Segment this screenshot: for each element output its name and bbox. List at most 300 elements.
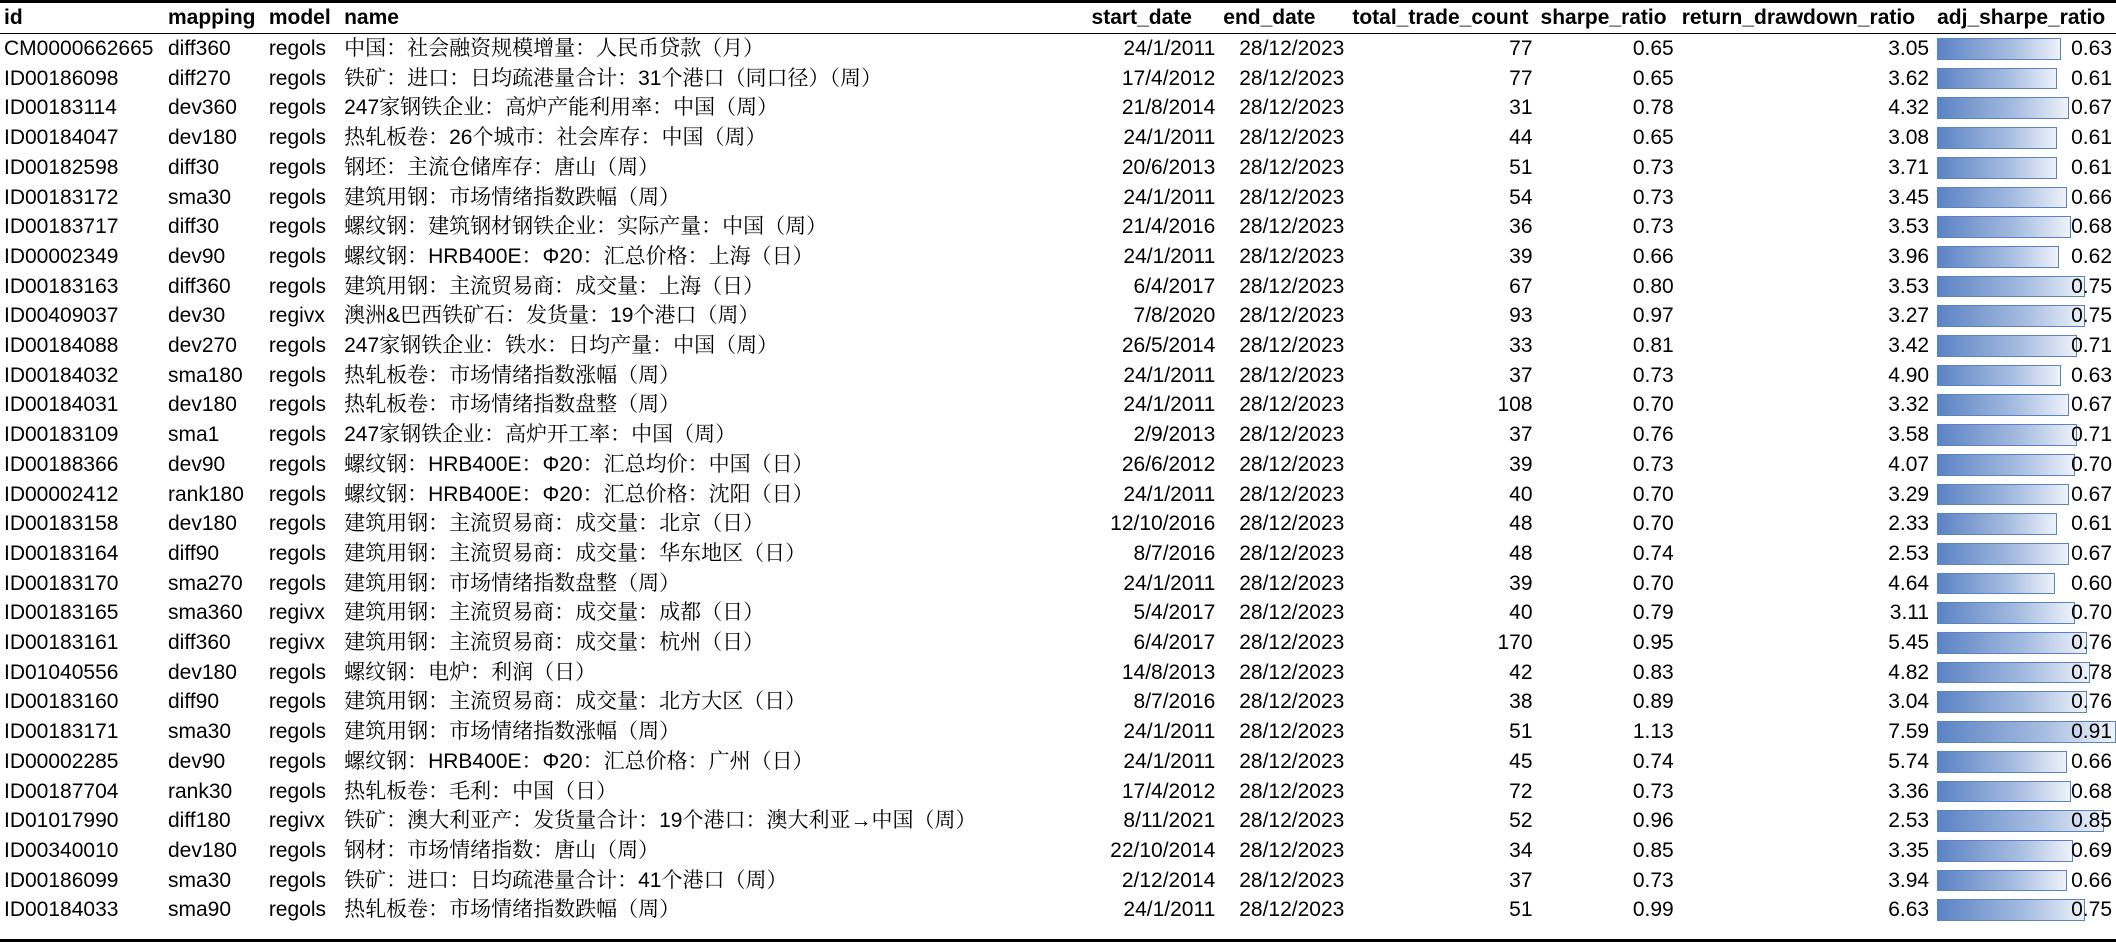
cell-name[interactable]: 铁矿：澳大利亚产：发货量合计：19个港口：澳大利亚→中国（周） [344, 809, 977, 833]
cell-model[interactable]: regols [268, 690, 327, 714]
cell-total-trade-count[interactable]: 31 [1509, 96, 1533, 120]
table-row[interactable] [0, 658, 2116, 688]
table-row[interactable] [0, 212, 2116, 242]
cell-sharpe-ratio[interactable]: 0.83 [1632, 660, 1674, 684]
cell-mapping[interactable]: rank30 [168, 779, 233, 803]
column-header-name[interactable]: name [340, 3, 1087, 34]
column-header-id[interactable]: id [0, 3, 164, 34]
cell-return-drawdown-ratio[interactable]: 3.58 [1888, 423, 1930, 447]
cell-mapping[interactable]: dev360 [168, 96, 237, 120]
cell-return-drawdown-ratio[interactable]: 6.63 [1888, 898, 1930, 922]
cell-start-date[interactable]: 24/1/2011 [1123, 482, 1216, 506]
cell-end-date[interactable]: 28/12/2023 [1239, 393, 1345, 417]
table-row[interactable] [0, 836, 2116, 866]
cell-id[interactable]: ID00183170 [4, 571, 119, 595]
cell-start-date[interactable]: 24/1/2011 [1123, 393, 1216, 417]
cell-mapping[interactable]: dev90 [168, 452, 226, 476]
cell-sharpe-ratio[interactable]: 0.70 [1632, 393, 1674, 417]
cell-id[interactable]: ID00183172 [4, 185, 119, 209]
cell-model[interactable]: regols [268, 363, 327, 387]
cell-adj-sharpe-ratio[interactable] [1933, 390, 2116, 420]
table-row[interactable] [0, 301, 2116, 331]
cell-return-drawdown-ratio[interactable]: 3.94 [1888, 868, 1930, 892]
cell-return-drawdown-ratio[interactable]: 4.90 [1888, 363, 1930, 387]
cell-adj-sharpe-ratio[interactable] [1933, 212, 2116, 242]
cell-name[interactable]: 铁矿：进口：日均疏港量合计：41个港口（周） [344, 868, 788, 892]
cell-id[interactable]: ID00186099 [4, 868, 119, 892]
cell-adj-sharpe-ratio[interactable] [1933, 331, 2116, 361]
cell-mapping[interactable]: rank180 [168, 482, 244, 506]
cell-return-drawdown-ratio[interactable]: 3.11 [1889, 601, 1930, 625]
cell-id[interactable]: ID00184033 [4, 898, 119, 922]
cell-mapping[interactable]: sma180 [168, 363, 243, 387]
cell-start-date[interactable]: 8/11/2021 [1123, 809, 1216, 833]
cell-end-date[interactable]: 28/12/2023 [1239, 660, 1345, 684]
cell-adj-sharpe-ratio[interactable] [1933, 420, 2116, 450]
table-row[interactable] [0, 598, 2116, 628]
cell-end-date[interactable]: 28/12/2023 [1239, 96, 1345, 120]
cell-model[interactable]: regols [268, 868, 327, 892]
cell-name[interactable]: 螺纹钢：HRB400E：Φ20：汇总均价：中国（日） [344, 452, 814, 476]
cell-mapping[interactable]: dev180 [168, 660, 237, 684]
cell-sharpe-ratio[interactable]: 0.74 [1632, 541, 1674, 565]
cell-return-drawdown-ratio[interactable]: 4.32 [1888, 96, 1930, 120]
cell-id[interactable]: ID00183114 [4, 96, 117, 120]
cell-id[interactable]: ID00186098 [4, 66, 119, 90]
cell-sharpe-ratio[interactable]: 0.73 [1632, 185, 1674, 209]
cell-mapping[interactable]: sma90 [168, 898, 232, 922]
cell-end-date[interactable]: 28/12/2023 [1239, 631, 1345, 655]
cell-name[interactable]: 247家钢铁企业：铁水：日均产量：中国（周） [344, 334, 779, 358]
cell-name[interactable]: 建筑用钢：主流贸易商：成交量：杭州（日） [344, 631, 765, 655]
cell-sharpe-ratio[interactable]: 0.95 [1632, 631, 1674, 655]
cell-return-drawdown-ratio[interactable]: 3.96 [1888, 244, 1930, 268]
cell-model[interactable]: regols [268, 423, 327, 447]
cell-id[interactable]: ID00184031 [4, 393, 119, 417]
cell-return-drawdown-ratio[interactable]: 5.45 [1888, 631, 1930, 655]
cell-model[interactable]: regols [268, 185, 327, 209]
cell-start-date[interactable]: 17/4/2012 [1121, 66, 1216, 90]
cell-model[interactable]: regols [268, 660, 327, 684]
cell-total-trade-count[interactable]: 38 [1509, 690, 1533, 714]
cell-sharpe-ratio[interactable]: 0.80 [1632, 274, 1674, 298]
cell-adj-sharpe-ratio[interactable] [1933, 895, 2116, 925]
cell-sharpe-ratio[interactable]: 0.73 [1632, 868, 1674, 892]
cell-adj-sharpe-ratio[interactable] [1933, 183, 2116, 213]
cell-mapping[interactable]: sma30 [168, 868, 232, 892]
cell-model[interactable]: regivx [268, 809, 325, 833]
cell-end-date[interactable]: 28/12/2023 [1239, 868, 1345, 892]
cell-return-drawdown-ratio[interactable]: 2.33 [1888, 512, 1930, 536]
cell-sharpe-ratio[interactable]: 0.65 [1632, 66, 1674, 90]
cell-mapping[interactable]: diff360 [168, 631, 231, 655]
cell-mapping[interactable]: diff90 [168, 690, 219, 714]
cell-mapping[interactable]: diff270 [168, 66, 231, 90]
cell-name[interactable]: 建筑用钢：主流贸易商：成交量：北京（日） [344, 512, 765, 536]
cell-mapping[interactable]: diff30 [168, 215, 219, 239]
table-row[interactable] [0, 509, 2116, 539]
cell-model[interactable]: regols [268, 244, 327, 268]
cell-sharpe-ratio[interactable]: 0.97 [1632, 304, 1674, 328]
column-header-return-drawdown-ratio[interactable]: return_drawdown_ratio [1678, 3, 1933, 34]
cell-total-trade-count[interactable]: 67 [1509, 274, 1533, 298]
cell-name[interactable]: 螺纹钢：HRB400E：Φ20：汇总价格：沈阳（日） [344, 482, 814, 506]
cell-adj-sharpe-ratio[interactable] [1933, 450, 2116, 480]
column-header-total-trade-count[interactable]: total_trade_count [1348, 3, 1536, 34]
cell-model[interactable]: regols [268, 779, 327, 803]
cell-name[interactable]: 热轧板卷：市场情绪指数跌幅（周） [344, 898, 681, 922]
cell-name[interactable]: 钢坯：主流仓储库存：唐山（周） [344, 155, 660, 179]
cell-start-date[interactable]: 17/4/2012 [1121, 779, 1216, 803]
cell-sharpe-ratio[interactable]: 0.70 [1632, 571, 1674, 595]
cell-sharpe-ratio[interactable]: 0.85 [1632, 838, 1674, 862]
cell-adj-sharpe-ratio[interactable] [1933, 480, 2116, 510]
cell-model[interactable]: regols [268, 155, 327, 179]
cell-start-date[interactable]: 12/10/2016 [1110, 512, 1216, 536]
cell-total-trade-count[interactable]: 39 [1509, 571, 1533, 595]
cell-end-date[interactable]: 28/12/2023 [1239, 541, 1345, 565]
cell-id[interactable]: ID01040556 [4, 660, 119, 684]
cell-total-trade-count[interactable]: 37 [1509, 423, 1533, 447]
cell-adj-sharpe-ratio[interactable] [1933, 569, 2116, 599]
cell-total-trade-count[interactable]: 77 [1509, 66, 1533, 90]
cell-end-date[interactable]: 28/12/2023 [1239, 155, 1345, 179]
cell-end-date[interactable]: 28/12/2023 [1239, 779, 1345, 803]
cell-mapping[interactable]: sma30 [168, 720, 232, 744]
table-row[interactable] [0, 539, 2116, 569]
cell-id[interactable]: ID00002285 [4, 749, 119, 773]
cell-start-date[interactable]: 7/8/2020 [1133, 304, 1216, 328]
cell-adj-sharpe-ratio[interactable] [1933, 272, 2116, 302]
table-row[interactable] [0, 331, 2116, 361]
cell-end-date[interactable]: 28/12/2023 [1239, 690, 1345, 714]
cell-start-date[interactable]: 6/4/2017 [1133, 631, 1216, 655]
table-row[interactable] [0, 93, 2116, 123]
cell-total-trade-count[interactable]: 51 [1509, 155, 1533, 179]
cell-model[interactable]: regols [268, 37, 327, 60]
cell-total-trade-count[interactable]: 93 [1509, 304, 1533, 328]
table-row[interactable] [0, 480, 2116, 510]
cell-model[interactable]: regols [268, 838, 327, 862]
cell-return-drawdown-ratio[interactable]: 3.05 [1888, 37, 1930, 60]
cell-name[interactable]: 钢材：市场情绪指数：唐山（周） [344, 838, 660, 862]
cell-sharpe-ratio[interactable]: 0.74 [1632, 749, 1674, 773]
table-row[interactable] [0, 777, 2116, 807]
cell-id[interactable]: ID00183109 [4, 423, 119, 447]
table-row[interactable] [0, 866, 2116, 896]
cell-total-trade-count[interactable]: 36 [1509, 215, 1533, 239]
cell-model[interactable]: regols [268, 898, 327, 922]
cell-end-date[interactable]: 28/12/2023 [1239, 37, 1345, 60]
cell-end-date[interactable]: 28/12/2023 [1239, 512, 1345, 536]
cell-model[interactable]: regols [268, 749, 327, 773]
cell-end-date[interactable]: 28/12/2023 [1239, 482, 1345, 506]
cell-name[interactable]: 247家钢铁企业：高炉开工率：中国（周） [344, 423, 737, 447]
cell-model[interactable]: regols [268, 720, 327, 744]
cell-id[interactable]: ID00183171 [4, 720, 119, 744]
cell-id[interactable]: ID00183164 [4, 541, 119, 565]
cell-total-trade-count[interactable]: 37 [1509, 868, 1533, 892]
cell-return-drawdown-ratio[interactable]: 3.32 [1888, 393, 1930, 417]
cell-start-date[interactable]: 2/12/2014 [1121, 868, 1216, 892]
cell-id[interactable]: ID00184032 [4, 363, 119, 387]
cell-id[interactable]: ID00184047 [4, 126, 119, 150]
cell-name[interactable]: 建筑用钢：市场情绪指数盘整（周） [344, 571, 681, 595]
cell-return-drawdown-ratio[interactable]: 3.35 [1888, 838, 1930, 862]
cell-name[interactable]: 热轧板卷：26个城市：社会库存：中国（周） [344, 126, 767, 150]
cell-mapping[interactable]: diff90 [168, 541, 219, 565]
cell-id[interactable]: ID00002349 [4, 244, 119, 268]
cell-return-drawdown-ratio[interactable]: 3.53 [1888, 215, 1930, 239]
cell-start-date[interactable]: 24/1/2011 [1123, 898, 1216, 922]
cell-total-trade-count[interactable]: 37 [1509, 363, 1533, 387]
table-row[interactable] [0, 34, 2116, 64]
cell-total-trade-count[interactable]: 51 [1509, 720, 1533, 744]
cell-adj-sharpe-ratio[interactable] [1933, 628, 2116, 658]
table-row[interactable] [0, 153, 2116, 183]
cell-start-date[interactable]: 24/1/2011 [1123, 720, 1216, 744]
cell-total-trade-count[interactable]: 33 [1509, 334, 1533, 358]
cell-adj-sharpe-ratio[interactable] [1933, 64, 2116, 94]
table-row[interactable] [0, 895, 2116, 925]
cell-adj-sharpe-ratio[interactable] [1933, 747, 2116, 777]
cell-sharpe-ratio[interactable]: 0.89 [1632, 690, 1674, 714]
cell-adj-sharpe-ratio[interactable] [1933, 687, 2116, 717]
cell-mapping[interactable]: dev180 [168, 512, 237, 536]
cell-return-drawdown-ratio[interactable]: 4.82 [1888, 660, 1930, 684]
table-row[interactable] [0, 687, 2116, 717]
table-row[interactable] [0, 420, 2116, 450]
cell-sharpe-ratio[interactable]: 0.65 [1632, 126, 1674, 150]
cell-total-trade-count[interactable]: 170 [1497, 631, 1533, 655]
cell-adj-sharpe-ratio[interactable] [1933, 34, 2116, 64]
cell-end-date[interactable]: 28/12/2023 [1239, 363, 1345, 387]
cell-total-trade-count[interactable]: 77 [1509, 37, 1533, 60]
cell-model[interactable]: regols [268, 482, 327, 506]
cell-end-date[interactable]: 28/12/2023 [1239, 571, 1345, 595]
cell-mapping[interactable]: sma360 [168, 601, 243, 625]
cell-return-drawdown-ratio[interactable]: 4.64 [1888, 571, 1930, 595]
cell-end-date[interactable]: 28/12/2023 [1239, 809, 1345, 833]
cell-model[interactable]: regols [268, 215, 327, 239]
cell-mapping[interactable]: dev30 [168, 304, 226, 328]
cell-model[interactable]: regols [268, 512, 327, 536]
cell-end-date[interactable]: 28/12/2023 [1239, 749, 1345, 773]
cell-start-date[interactable]: 21/8/2014 [1121, 96, 1216, 120]
cell-id[interactable]: ID00183161 [4, 631, 119, 655]
column-header-mapping[interactable]: mapping [164, 3, 265, 34]
cell-id[interactable]: ID00184088 [4, 334, 119, 358]
cell-end-date[interactable]: 28/12/2023 [1239, 304, 1345, 328]
cell-end-date[interactable]: 28/12/2023 [1239, 334, 1345, 358]
cell-return-drawdown-ratio[interactable]: 3.42 [1888, 334, 1930, 358]
cell-name[interactable]: 247家钢铁企业：高炉产能利用率：中国（周） [344, 96, 779, 120]
cell-end-date[interactable]: 28/12/2023 [1239, 126, 1345, 150]
cell-start-date[interactable]: 24/1/2011 [1123, 363, 1216, 387]
cell-return-drawdown-ratio[interactable]: 3.71 [1888, 155, 1930, 179]
cell-sharpe-ratio[interactable]: 0.81 [1632, 334, 1674, 358]
cell-id[interactable]: ID00182598 [4, 155, 119, 179]
cell-return-drawdown-ratio[interactable]: 3.36 [1888, 779, 1930, 803]
cell-total-trade-count[interactable]: 108 [1497, 393, 1533, 417]
cell-model[interactable]: regols [268, 452, 327, 476]
cell-sharpe-ratio[interactable]: 0.70 [1632, 482, 1674, 506]
cell-return-drawdown-ratio[interactable]: 2.53 [1888, 541, 1930, 565]
cell-end-date[interactable]: 28/12/2023 [1239, 898, 1345, 922]
cell-start-date[interactable]: 24/1/2011 [1123, 749, 1216, 773]
cell-sharpe-ratio[interactable]: 0.78 [1632, 96, 1674, 120]
cell-sharpe-ratio[interactable]: 0.76 [1632, 423, 1674, 447]
cell-name[interactable]: 螺纹钢：建筑钢材钢铁企业：实际产量：中国（周） [344, 215, 828, 239]
table-row[interactable] [0, 123, 2116, 153]
column-header-adj-sharpe-ratio[interactable]: adj_sharpe_ratio [1933, 3, 2116, 34]
cell-total-trade-count[interactable]: 40 [1509, 601, 1533, 625]
table-row[interactable] [0, 272, 2116, 302]
cell-sharpe-ratio[interactable]: 0.70 [1632, 512, 1674, 536]
table-row[interactable] [0, 569, 2116, 599]
cell-return-drawdown-ratio[interactable]: 5.74 [1888, 749, 1930, 773]
cell-mapping[interactable]: sma1 [168, 423, 220, 447]
cell-adj-sharpe-ratio[interactable] [1933, 658, 2116, 688]
cell-total-trade-count[interactable]: 39 [1509, 244, 1533, 268]
cell-adj-sharpe-ratio[interactable] [1933, 123, 2116, 153]
cell-name[interactable]: 澳洲&巴西铁矿石：发货量：19个港口（周） [344, 304, 760, 328]
table-row[interactable] [0, 628, 2116, 658]
cell-adj-sharpe-ratio[interactable] [1933, 777, 2116, 807]
cell-name[interactable]: 螺纹钢：HRB400E：Φ20：汇总价格：上海（日） [344, 244, 814, 268]
cell-model[interactable]: regols [268, 334, 327, 358]
cell-start-date[interactable]: 20/6/2013 [1121, 155, 1216, 179]
cell-start-date[interactable]: 5/4/2017 [1133, 601, 1216, 625]
cell-name[interactable]: 热轧板卷：市场情绪指数盘整（周） [344, 393, 681, 417]
cell-mapping[interactable]: dev270 [168, 334, 237, 358]
cell-sharpe-ratio[interactable]: 0.96 [1632, 809, 1674, 833]
cell-total-trade-count[interactable]: 44 [1509, 126, 1533, 150]
cell-name[interactable]: 建筑用钢：主流贸易商：成交量：成都（日） [344, 601, 765, 625]
cell-start-date[interactable]: 21/4/2016 [1121, 215, 1216, 239]
cell-name[interactable]: 建筑用钢：市场情绪指数跌幅（周） [344, 185, 681, 209]
cell-adj-sharpe-ratio[interactable] [1933, 93, 2116, 123]
cell-total-trade-count[interactable]: 34 [1509, 838, 1533, 862]
cell-sharpe-ratio[interactable]: 0.99 [1632, 898, 1674, 922]
table-row[interactable] [0, 361, 2116, 391]
cell-sharpe-ratio[interactable]: 0.66 [1632, 244, 1674, 268]
cell-mapping[interactable]: diff360 [168, 274, 231, 298]
cell-name[interactable]: 螺纹钢：电炉：利润（日） [344, 660, 597, 684]
table-row[interactable] [0, 806, 2116, 836]
cell-sharpe-ratio[interactable]: 0.73 [1632, 155, 1674, 179]
cell-start-date[interactable]: 26/5/2014 [1121, 334, 1216, 358]
cell-name[interactable]: 热轧板卷：毛利：中国（日） [344, 779, 618, 803]
cell-start-date[interactable]: 24/1/2011 [1123, 244, 1216, 268]
cell-mapping[interactable]: diff30 [168, 155, 219, 179]
cell-start-date[interactable]: 14/8/2013 [1121, 660, 1216, 684]
cell-start-date[interactable]: 26/6/2012 [1121, 452, 1216, 476]
cell-start-date[interactable]: 24/1/2011 [1123, 126, 1216, 150]
cell-return-drawdown-ratio[interactable]: 2.53 [1888, 809, 1930, 833]
cell-return-drawdown-ratio[interactable]: 3.08 [1888, 126, 1930, 150]
cell-total-trade-count[interactable]: 52 [1509, 809, 1533, 833]
cell-start-date[interactable]: 8/7/2016 [1133, 690, 1216, 714]
cell-start-date[interactable]: 22/10/2014 [1110, 838, 1216, 862]
cell-total-trade-count[interactable]: 39 [1509, 452, 1533, 476]
cell-total-trade-count[interactable]: 48 [1509, 512, 1533, 536]
cell-id[interactable]: ID00183717 [4, 215, 119, 239]
cell-sharpe-ratio[interactable]: 0.73 [1632, 452, 1674, 476]
cell-end-date[interactable]: 28/12/2023 [1239, 274, 1345, 298]
table-row[interactable] [0, 717, 2116, 747]
cell-start-date[interactable]: 2/9/2013 [1133, 423, 1216, 447]
cell-return-drawdown-ratio[interactable]: 3.53 [1888, 274, 1930, 298]
cell-mapping[interactable]: diff180 [168, 809, 231, 833]
cell-id[interactable]: ID00002412 [4, 482, 119, 506]
table-row[interactable] [0, 64, 2116, 94]
table-row[interactable] [0, 747, 2116, 777]
cell-start-date[interactable]: 24/1/2011 [1123, 571, 1216, 595]
cell-id[interactable]: ID00183163 [4, 274, 119, 298]
cell-name[interactable]: 建筑用钢：主流贸易商：成交量：上海（日） [344, 274, 765, 298]
cell-end-date[interactable]: 28/12/2023 [1239, 66, 1345, 90]
cell-model[interactable]: regols [268, 541, 327, 565]
cell-model[interactable]: regols [268, 66, 327, 90]
cell-id[interactable]: ID00188366 [4, 452, 119, 476]
cell-end-date[interactable]: 28/12/2023 [1239, 185, 1345, 209]
cell-end-date[interactable]: 28/12/2023 [1239, 720, 1345, 744]
cell-sharpe-ratio[interactable]: 1.13 [1632, 720, 1674, 744]
cell-name[interactable]: 铁矿：进口：日均疏港量合计：31个港口（同口径）（周） [344, 66, 882, 90]
cell-mapping[interactable]: sma270 [168, 571, 243, 595]
cell-adj-sharpe-ratio[interactable] [1933, 717, 2116, 747]
cell-return-drawdown-ratio[interactable]: 4.07 [1888, 452, 1930, 476]
column-header-end-date[interactable]: end_date [1219, 3, 1348, 34]
column-header-sharpe-ratio[interactable]: sharpe_ratio [1537, 3, 1678, 34]
cell-adj-sharpe-ratio[interactable] [1933, 836, 2116, 866]
cell-adj-sharpe-ratio[interactable] [1933, 153, 2116, 183]
cell-total-trade-count[interactable]: 40 [1509, 482, 1533, 506]
cell-start-date[interactable]: 24/1/2011 [1123, 185, 1216, 209]
cell-id[interactable]: ID01017990 [4, 809, 119, 833]
table-row[interactable] [0, 390, 2116, 420]
cell-id[interactable]: ID00340010 [4, 838, 119, 862]
cell-mapping[interactable]: dev90 [168, 749, 226, 773]
table-row[interactable] [0, 242, 2116, 272]
cell-start-date[interactable]: 24/1/2011 [1123, 37, 1216, 60]
cell-return-drawdown-ratio[interactable]: 3.27 [1888, 304, 1930, 328]
table-row[interactable] [0, 450, 2116, 480]
cell-end-date[interactable]: 28/12/2023 [1239, 423, 1345, 447]
cell-start-date[interactable]: 6/4/2017 [1133, 274, 1216, 298]
cell-name[interactable]: 建筑用钢：市场情绪指数涨幅（周） [344, 720, 681, 744]
cell-mapping[interactable]: dev90 [168, 244, 226, 268]
cell-id[interactable]: CM0000662665 [4, 37, 154, 60]
cell-mapping[interactable]: dev180 [168, 393, 237, 417]
cell-mapping[interactable]: dev180 [168, 838, 237, 862]
cell-mapping[interactable]: diff360 [168, 37, 231, 60]
cell-id[interactable]: ID00409037 [4, 304, 119, 328]
cell-adj-sharpe-ratio[interactable] [1933, 598, 2116, 628]
cell-sharpe-ratio[interactable]: 0.73 [1632, 215, 1674, 239]
cell-return-drawdown-ratio[interactable]: 3.04 [1888, 690, 1930, 714]
cell-model[interactable]: regols [268, 571, 327, 595]
cell-total-trade-count[interactable]: 54 [1509, 185, 1533, 209]
cell-adj-sharpe-ratio[interactable] [1933, 509, 2116, 539]
cell-adj-sharpe-ratio[interactable] [1933, 539, 2116, 569]
cell-return-drawdown-ratio[interactable]: 3.62 [1888, 66, 1930, 90]
cell-name[interactable]: 热轧板卷：市场情绪指数涨幅（周） [344, 363, 681, 387]
cell-model[interactable]: regivx [268, 601, 325, 625]
cell-model[interactable]: regols [268, 274, 327, 298]
cell-mapping[interactable]: sma30 [168, 185, 232, 209]
